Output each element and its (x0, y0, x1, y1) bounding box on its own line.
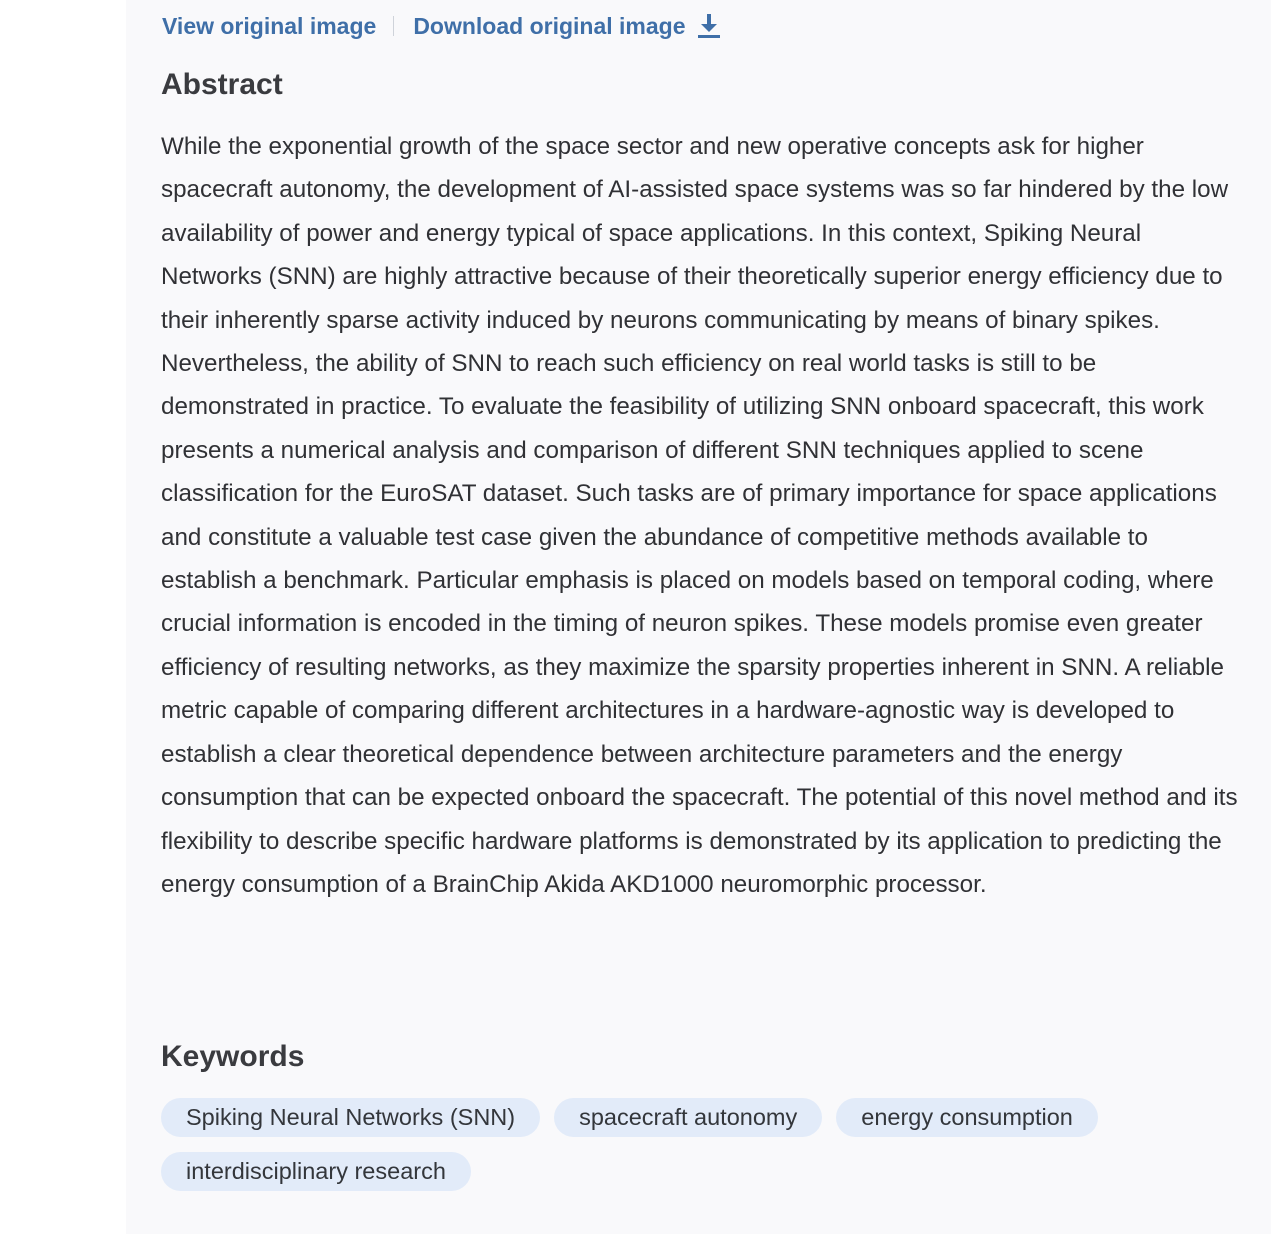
download-link-label: Download original image (413, 12, 686, 39)
download-original-image-link[interactable] (413, 13, 720, 40)
view-original-image-link[interactable]: View original image (162, 12, 377, 39)
keywords-list (161, 1098, 1251, 1191)
keyword-chip[interactable]: spacecraft autonomy (554, 1098, 822, 1137)
abstract-text: While the exponential growth of the space sector and new operative concepts ask for higher spacecraft autonomy, the development of AI-assisted space systems was so far hindered by the low availability of power and energy typical of space applications. In this context, Spiking Neural Networks (SNN) are highly attractive because of their theoretically superior energy efficiency due to their inherently sparse activity induced by neurons communicating by means of binary spikes. Nevertheless, the ability of SNN to reach such efficiency on real world tasks is still to be demonstrated in practice. To evaluate the feasibility of utilizing SNN onboard spacecraft, this work presents a numerical analysis and comparison of different SNN techniques applied to scene classification for the EuroSAT dataset. Such tasks are of primary importance for space applications and constitute a valuable test case given the abundance of competitive methods available to establish a benchmark. Particular emphasis is placed on models based on temporal coding, where crucial information is encoded in the timing of neuron spikes. These models promise even greater efficiency of resulting networks, as they maximize the sparsity properties inherent in SNN. A reliable metric capable of comparing different architectures in a hardware-agnostic way is developed to establish a clear theoretical dependence between architecture parameters and the energy consumption that can be expected onboard the spacecraft. The potential of this novel method and its flexibility to describe specific hardware platforms is demonstrated by its application to predicting the energy consumption of a BrainChip Akida AKD1000 neuromorphic processor. (161, 133, 1238, 898)
download-arrow-icon (697, 13, 721, 39)
image-links-bar (162, 10, 721, 42)
keywords-heading: Keywords (161, 1040, 305, 1073)
keyword-chip[interactable]: Spiking Neural Networks (SNN) (161, 1098, 540, 1137)
keyword-chip[interactable]: energy consumption (836, 1098, 1098, 1137)
link-divider (393, 16, 394, 36)
keyword-chip[interactable]: interdisciplinary research (161, 1152, 471, 1191)
abstract-heading: Abstract (161, 68, 283, 101)
page-margin (1271, 0, 1285, 1234)
